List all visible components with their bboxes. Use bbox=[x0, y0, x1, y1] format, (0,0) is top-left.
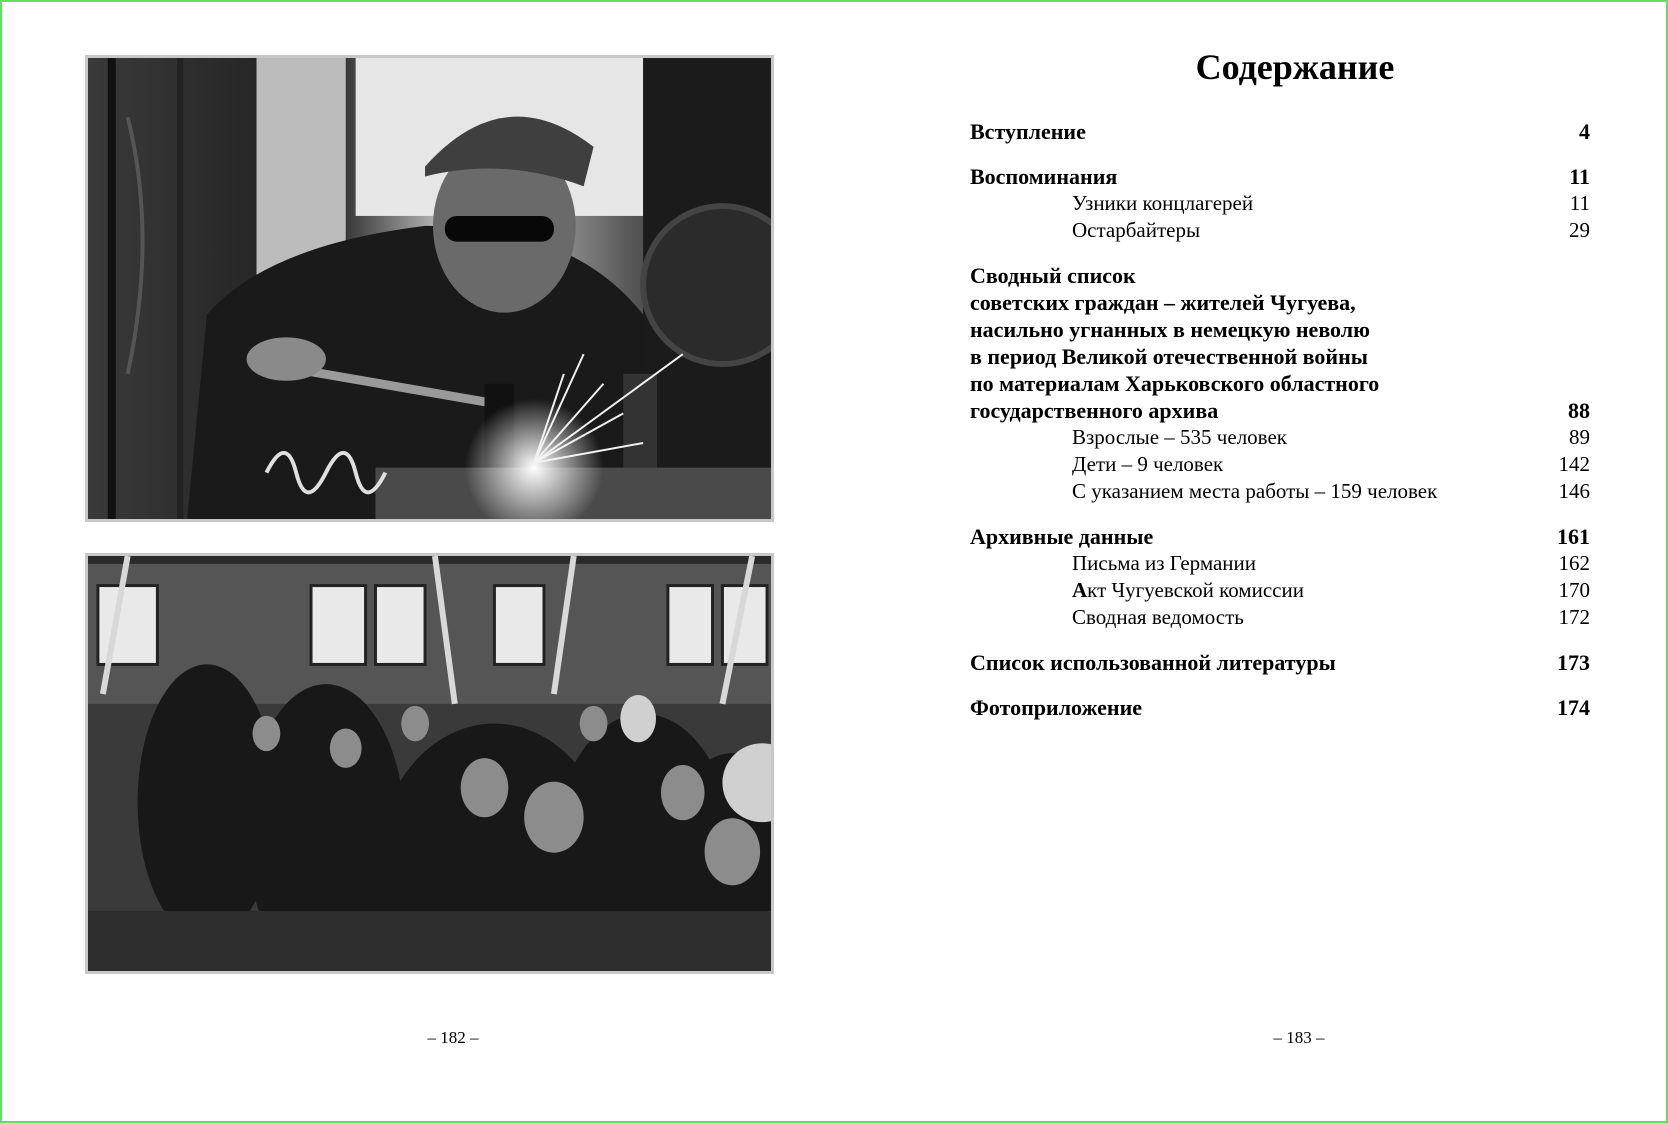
toc-subentry[interactable] bbox=[970, 217, 1590, 244]
toc-section bbox=[970, 649, 1590, 676]
page-number-left: – 182 – bbox=[427, 1028, 479, 1047]
toc-section bbox=[970, 523, 1590, 631]
toc-subentry[interactable] bbox=[970, 550, 1590, 577]
toc-subentry[interactable] bbox=[970, 478, 1590, 505]
toc-section bbox=[970, 262, 1590, 505]
toc-subentry-page: 89 bbox=[1569, 425, 1590, 449]
toc-subentry-page: 162 bbox=[1558, 551, 1590, 575]
toc-entry-page: 173 bbox=[1557, 650, 1590, 675]
toc-subentry-title: Взрослые – 535 человек bbox=[1072, 425, 1287, 449]
toc-subentry[interactable] bbox=[970, 604, 1590, 631]
toc-subentry[interactable] bbox=[970, 424, 1590, 451]
toc-section bbox=[970, 694, 1590, 721]
toc-entry-page: 88 bbox=[1568, 398, 1590, 423]
toc-subentry[interactable] bbox=[970, 577, 1590, 604]
toc-subentry-title-rest: кт Чугуевской комиссии bbox=[1087, 578, 1304, 602]
toc-entry-page: 161 bbox=[1557, 524, 1590, 549]
toc-subentry-title bbox=[1072, 577, 1304, 604]
toc-subentry-title: Сводная ведомость bbox=[1072, 605, 1244, 629]
toc-subentry-title: Узники концлагерей bbox=[1072, 191, 1254, 215]
photo-deportees bbox=[85, 553, 774, 974]
toc-subentry-bold-prefix: А bbox=[1072, 578, 1088, 602]
toc-entry-title: Вступление bbox=[970, 119, 1086, 144]
toc-subentry-page: 146 bbox=[1558, 479, 1590, 503]
toc-title-line: насильно угнанных в немецкую неволю bbox=[970, 317, 1370, 342]
page-number-right: – 183 – bbox=[1273, 1028, 1325, 1047]
toc-entry-title: Список использованной литературы bbox=[970, 650, 1336, 675]
toc-subentry-title: С указанием места работы – 159 человек bbox=[1072, 479, 1438, 503]
toc-entry[interactable] bbox=[970, 523, 1590, 550]
toc-subentry-page: 172 bbox=[1558, 605, 1590, 629]
toc-subentry[interactable] bbox=[970, 190, 1590, 217]
toc-entry-title: Фотоприложение bbox=[970, 695, 1143, 720]
table-of-contents bbox=[970, 118, 1590, 739]
toc-entry-title: Архивные данные bbox=[970, 524, 1154, 549]
toc-subentry-title: Письма из Германии bbox=[1072, 551, 1257, 575]
toc-entry-page: 4 bbox=[1579, 119, 1590, 144]
toc-entry-page: 174 bbox=[1557, 695, 1590, 720]
toc-entry[interactable] bbox=[970, 397, 1590, 424]
toc-subentry-title: Остарбайтеры bbox=[1072, 218, 1201, 242]
deportees-photo-illustration bbox=[88, 556, 771, 971]
toc-entry[interactable] bbox=[970, 118, 1590, 145]
toc-subentry-page: 11 bbox=[1569, 191, 1590, 215]
toc-entry[interactable] bbox=[970, 694, 1590, 721]
toc-section bbox=[970, 163, 1590, 244]
toc-title-line: по материалам Харьковского областного bbox=[970, 371, 1380, 396]
toc-entry-title: Воспоминания bbox=[970, 164, 1118, 189]
photo-welder bbox=[85, 55, 774, 522]
toc-title-line: советских граждан – жителей Чугуева, bbox=[970, 290, 1356, 315]
toc-entry[interactable] bbox=[970, 163, 1590, 190]
toc-entry-title: государственного архива bbox=[970, 398, 1219, 423]
toc-title-line: Сводный список bbox=[970, 263, 1136, 288]
welder-photo-illustration bbox=[88, 58, 771, 519]
toc-subentry[interactable] bbox=[970, 451, 1590, 478]
toc-subentry-title: Дети – 9 человек bbox=[1072, 452, 1224, 476]
toc-entry-title-multiline bbox=[970, 262, 1590, 397]
toc-subentry-page: 170 bbox=[1558, 578, 1590, 602]
toc-subentry-page: 142 bbox=[1558, 452, 1590, 476]
toc-subentry-page: 29 bbox=[1569, 218, 1590, 242]
toc-entry[interactable] bbox=[970, 649, 1590, 676]
toc-title: Содержание bbox=[1195, 47, 1395, 87]
toc-section bbox=[970, 118, 1590, 145]
toc-entry-page: 11 bbox=[1569, 164, 1590, 189]
toc-title-line: в период Великой отечественной войны bbox=[970, 344, 1368, 369]
